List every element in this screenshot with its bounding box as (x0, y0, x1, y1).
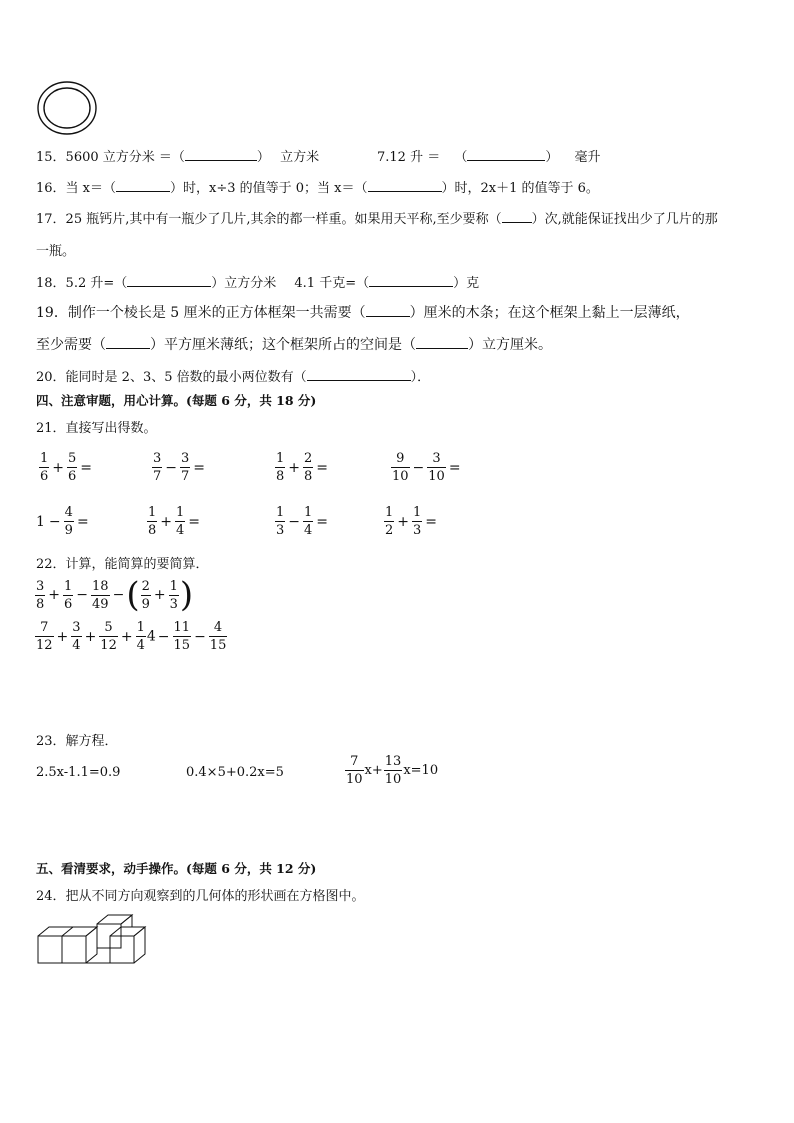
answer-blank[interactable] (185, 148, 257, 161)
question-15: 15．5600 立方分米 ＝（ ） 立方米 (36, 150, 320, 165)
q21-item-7: $\frac{1}{3}$ − $\frac{1}{4}$ = (276, 505, 329, 538)
answer-blank[interactable] (368, 179, 442, 192)
question-24-title: 24．把从不同方向观察到的几何体的形状画在方格图中。 (36, 889, 365, 904)
q21-item-5: 1 − $\frac{4}{9}$ = (36, 505, 89, 538)
question-19-line2: 至少需要（ ）平方厘米薄纸；这个框架所占的空间是（ ）立方厘米。 (36, 337, 552, 353)
answer-blank[interactable] (127, 274, 211, 287)
question-17: 17．25 瓶钙片,其中有一瓶少了几片,其余的都一样重。如果用天平称,至少要称（ ）次,就能保证找出少了几片的那 (36, 212, 718, 227)
cube-solid-figure (36, 912, 152, 966)
equation-1: 2.5x-1.1=0.9 (36, 765, 121, 780)
q21-item-6: $\frac{1}{8}$ + $\frac{1}{4}$ = (148, 505, 201, 538)
question-21-title: 21．直接写出得数。 (36, 421, 157, 436)
q21-item-2: $\frac{3}{7}$ − $\frac{3}{7}$ = (153, 451, 206, 484)
q21-item-8: $\frac{1}{2}$ + $\frac{1}{3}$ = (385, 505, 438, 538)
question-15b: 7.12 升 ＝ （ ） 毫升 (377, 150, 601, 165)
section-4-heading: 四、注意审题，用心计算。(每题 6 分，共 18 分) (36, 393, 317, 408)
q22-expression-1: $\frac{3}{8}$ + $\frac{1}{6}$ − $\frac{18}{49}$ −( $\frac{2}{9}$ + $\frac{1}{3}$ ) (36, 575, 194, 615)
q21-item-1: $\frac{1}{6}$ + $\frac{5}{6}$ = (40, 451, 93, 484)
answer-blank[interactable] (416, 336, 468, 349)
answer-blank[interactable] (307, 368, 411, 381)
answer-blank[interactable] (106, 336, 150, 349)
answer-blank[interactable] (502, 210, 532, 223)
circle-figure (36, 80, 98, 136)
question-19: 19．制作一个棱长是 5 厘米的正方体框架一共需要（ ）厘米的木条；在这个框架上黏上一层薄纸， (36, 305, 690, 321)
answer-blank[interactable] (366, 304, 410, 317)
q22-expression-2: $\frac{7}{12}$ + $\frac{3}{4}$ + $\frac{5}{12}$ + $\frac{1}{4}$ 4 − $\frac{11}{15}$ − $\frac{4}{15}$ (36, 620, 227, 653)
question-17-line2: 一瓶。 (36, 244, 76, 259)
question-22-title: 22．计算，能简算的要简算． (36, 557, 209, 572)
question-23-title: 23．解方程． (36, 734, 118, 749)
answer-blank[interactable] (369, 274, 453, 287)
question-18: 18．5.2 升=（ ）立方分米 4.1 千克=（ ）克 (36, 276, 480, 291)
q21-item-3: $\frac{1}{8}$ + $\frac{2}{8}$ = (276, 451, 329, 484)
equation-3: $\frac{7}{10}$ x+ $\frac{13}{10}$ x=10 (346, 754, 439, 787)
answer-blank[interactable] (116, 179, 170, 192)
equation-2: 0.4×5+0.2x=5 (186, 765, 284, 780)
section-5-heading: 五、看清要求，动手操作。(每题 6 分，共 12 分) (36, 861, 317, 876)
answer-blank[interactable] (467, 148, 545, 161)
question-20: 20．能同时是 2、3、5 倍数的最小两位数有（ ）． (36, 370, 431, 385)
question-16: 16．当 x＝（ ）时，x÷3 的值等于 0；当 x＝（ ）时，2x＋1 的值等于 6。 (36, 181, 599, 196)
q21-item-4: $\frac{9}{10}$ − $\frac{3}{10}$ = (392, 451, 461, 484)
